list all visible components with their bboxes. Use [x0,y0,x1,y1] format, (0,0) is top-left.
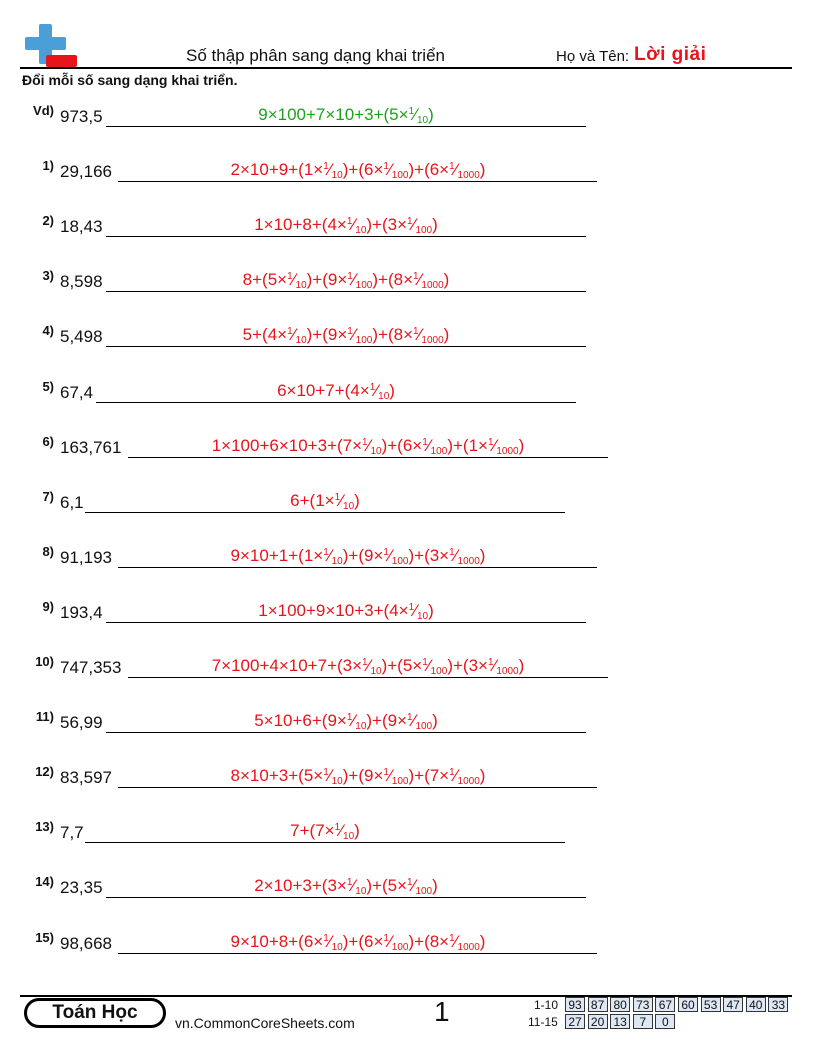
problem-row [0,158,816,198]
expanded-form-answer: $6\times 10+7+(4\times^1⁄_{10})$ [277,381,395,402]
instructions: Đổi mỗi số sang dạng khai triển. [22,72,238,88]
answer-line [128,457,608,458]
expanded-form-answer: $2\times 10+9+(1\times^1⁄_{10})+(6\times^1⁄_{100})+(6\times^1⁄_{1000})$ [230,160,486,181]
score-key-cell: 73 [633,997,653,1012]
website-link[interactable]: vn.CommonCoreSheets.com [175,1015,355,1031]
score-key-cell: 93 [565,997,585,1012]
problem-row [0,819,816,859]
name-label: Họ và Tên: [556,48,630,65]
expanded-form-answer: $1\times 100+6\times 10+3+(7\times^1⁄_{10})+(6\times^1⁄_{100})+(1\times^1⁄_{1000})$ [211,436,525,457]
answer-line [118,181,597,182]
expanded-form-answer: $5\times 10+6+(9\times^1⁄_{10})+(9\times^1⁄_{100})$ [254,711,438,732]
problem-number: 14) [35,874,54,889]
expanded-form-answer: $1\times 10+8+(4\times^1⁄_{10})+(3\times^1⁄_{100})$ [254,215,438,236]
decimal-value: 29,166 [60,162,112,181]
score-key-cell: 40 [746,997,766,1012]
decimal-value: 18,43 [60,217,103,236]
expanded-form-answer: $9\times 10+1+(1\times^1⁄_{10})+(9\times^1⁄_{100})+(3\times^1⁄_{1000})$ [230,546,486,567]
expanded-form-answer: $7+(7\times^1⁄_{10})$ [290,821,360,842]
answer-line [118,953,597,954]
score-key-cell: 20 [588,1014,608,1029]
expanded-form-answer: $9\times 10+8+(6\times^1⁄_{10})+(6\times^1⁄_{100})+(8\times^1⁄_{1000})$ [230,932,486,953]
example-row [0,103,816,143]
problem-row [0,489,816,529]
page-title: Số thập phân sang dạng khai triển [186,46,445,65]
problem-number: 12) [35,764,54,779]
problem-number: 2) [42,213,54,228]
problem-number: 4) [42,323,54,338]
expanded-form-answer: $8+(5\times^1⁄_{10})+(9\times^1⁄_{100})+(8\times^1⁄_{1000})$ [242,270,450,291]
problem-number: 11) [35,709,54,724]
answer-line [106,897,586,898]
score-key-cell: 53 [701,997,721,1012]
score-key-cell: 0 [655,1014,675,1029]
problem-row [0,434,816,474]
score-key-cell: 47 [723,997,743,1012]
decimal-value: 163,761 [60,438,122,457]
answer-line [106,291,586,292]
header-divider [20,67,792,69]
decimal-value: 7,7 [60,823,84,842]
answer-line [106,236,586,237]
decimal-value: 747,353 [60,658,122,677]
decimal-value: 83,597 [60,768,112,787]
problem-row [0,213,816,253]
expanded-form-answer: $5+(4\times^1⁄_{10})+(9\times^1⁄_{100})+(8\times^1⁄_{1000})$ [242,325,450,346]
problem-row [0,930,816,970]
footer-divider [20,995,792,997]
decimal-value: 6,1 [60,493,84,512]
score-key-cell: 33 [768,997,788,1012]
problem-number: 5) [42,379,54,394]
problem-row [0,268,816,308]
problem-number: Vd) [33,103,54,118]
answer-line [96,402,576,403]
answer-line [106,346,586,347]
answer-line [85,512,565,513]
decimal-value: 193,4 [60,603,103,622]
score-key-cell: 67 [655,997,675,1012]
page-number: 1 [434,996,450,1027]
decimal-value: 91,193 [60,548,112,567]
expanded-form-answer: $2\times 10+3+(3\times^1⁄_{10})+(5\times^1⁄_{100})$ [254,876,438,897]
score-key-cell: 13 [610,1014,630,1029]
problem-row [0,323,816,363]
decimal-value: 23,35 [60,878,103,897]
score-key-cell: 80 [610,997,630,1012]
name-value: Lời giải [634,44,707,65]
problem-number: 10) [35,654,54,669]
answer-line [85,842,565,843]
problem-row [0,654,816,694]
decimal-value: 98,668 [60,934,112,953]
problem-number: 6) [42,434,54,449]
answer-line [106,732,586,733]
plus-minus-logo-icon [22,24,80,68]
answer-line [106,622,586,623]
problem-row [0,874,816,914]
problem-number: 7) [42,489,54,504]
problem-row [0,599,816,639]
answer-line [118,787,597,788]
decimal-value: 67,4 [60,383,94,402]
problem-number: 9) [42,599,54,614]
answer-line [106,126,586,127]
score-key-label: 11-15 [528,1015,558,1029]
problem-number: 1) [42,158,54,173]
decimal-value: 56,99 [60,713,103,732]
problem-number: 8) [42,544,54,559]
score-key-cell: 7 [633,1014,653,1029]
decimal-value: 8,598 [60,272,103,291]
expanded-form-answer: $1\times 100+9\times 10+3+(4\times^1⁄_{10})$ [258,601,434,622]
score-key-cell: 27 [565,1014,585,1029]
score-key-cell: 60 [678,997,698,1012]
problem-number: 15) [35,930,54,945]
expanded-form-answer: $9\times 100+7\times 10+3+(5\times^1⁄_{10})$ [258,105,434,126]
answer-line [118,567,597,568]
problem-number: 13) [35,819,54,834]
decimal-value: 5,498 [60,327,103,346]
score-key-label: 1-10 [534,998,559,1012]
problem-row [0,544,816,584]
expanded-form-answer: $7\times 100+4\times 10+7+(3\times^1⁄_{10})+(5\times^1⁄_{100})+(3\times^1⁄_{1000})$ [211,656,525,677]
problem-row [0,764,816,804]
decimal-value: 973,5 [60,107,103,126]
expanded-form-answer: $8\times 10+3+(5\times^1⁄_{10})+(9\times^1⁄_{100})+(7\times^1⁄_{1000})$ [230,766,486,787]
answer-line [128,677,608,678]
score-key-cell: 87 [588,997,608,1012]
problem-number: 3) [42,268,54,283]
expanded-form-answer: $6+(1\times^1⁄_{10})$ [290,491,360,512]
brand-badge: Toán Học [24,998,166,1028]
problem-row [0,379,816,419]
problem-row [0,709,816,749]
